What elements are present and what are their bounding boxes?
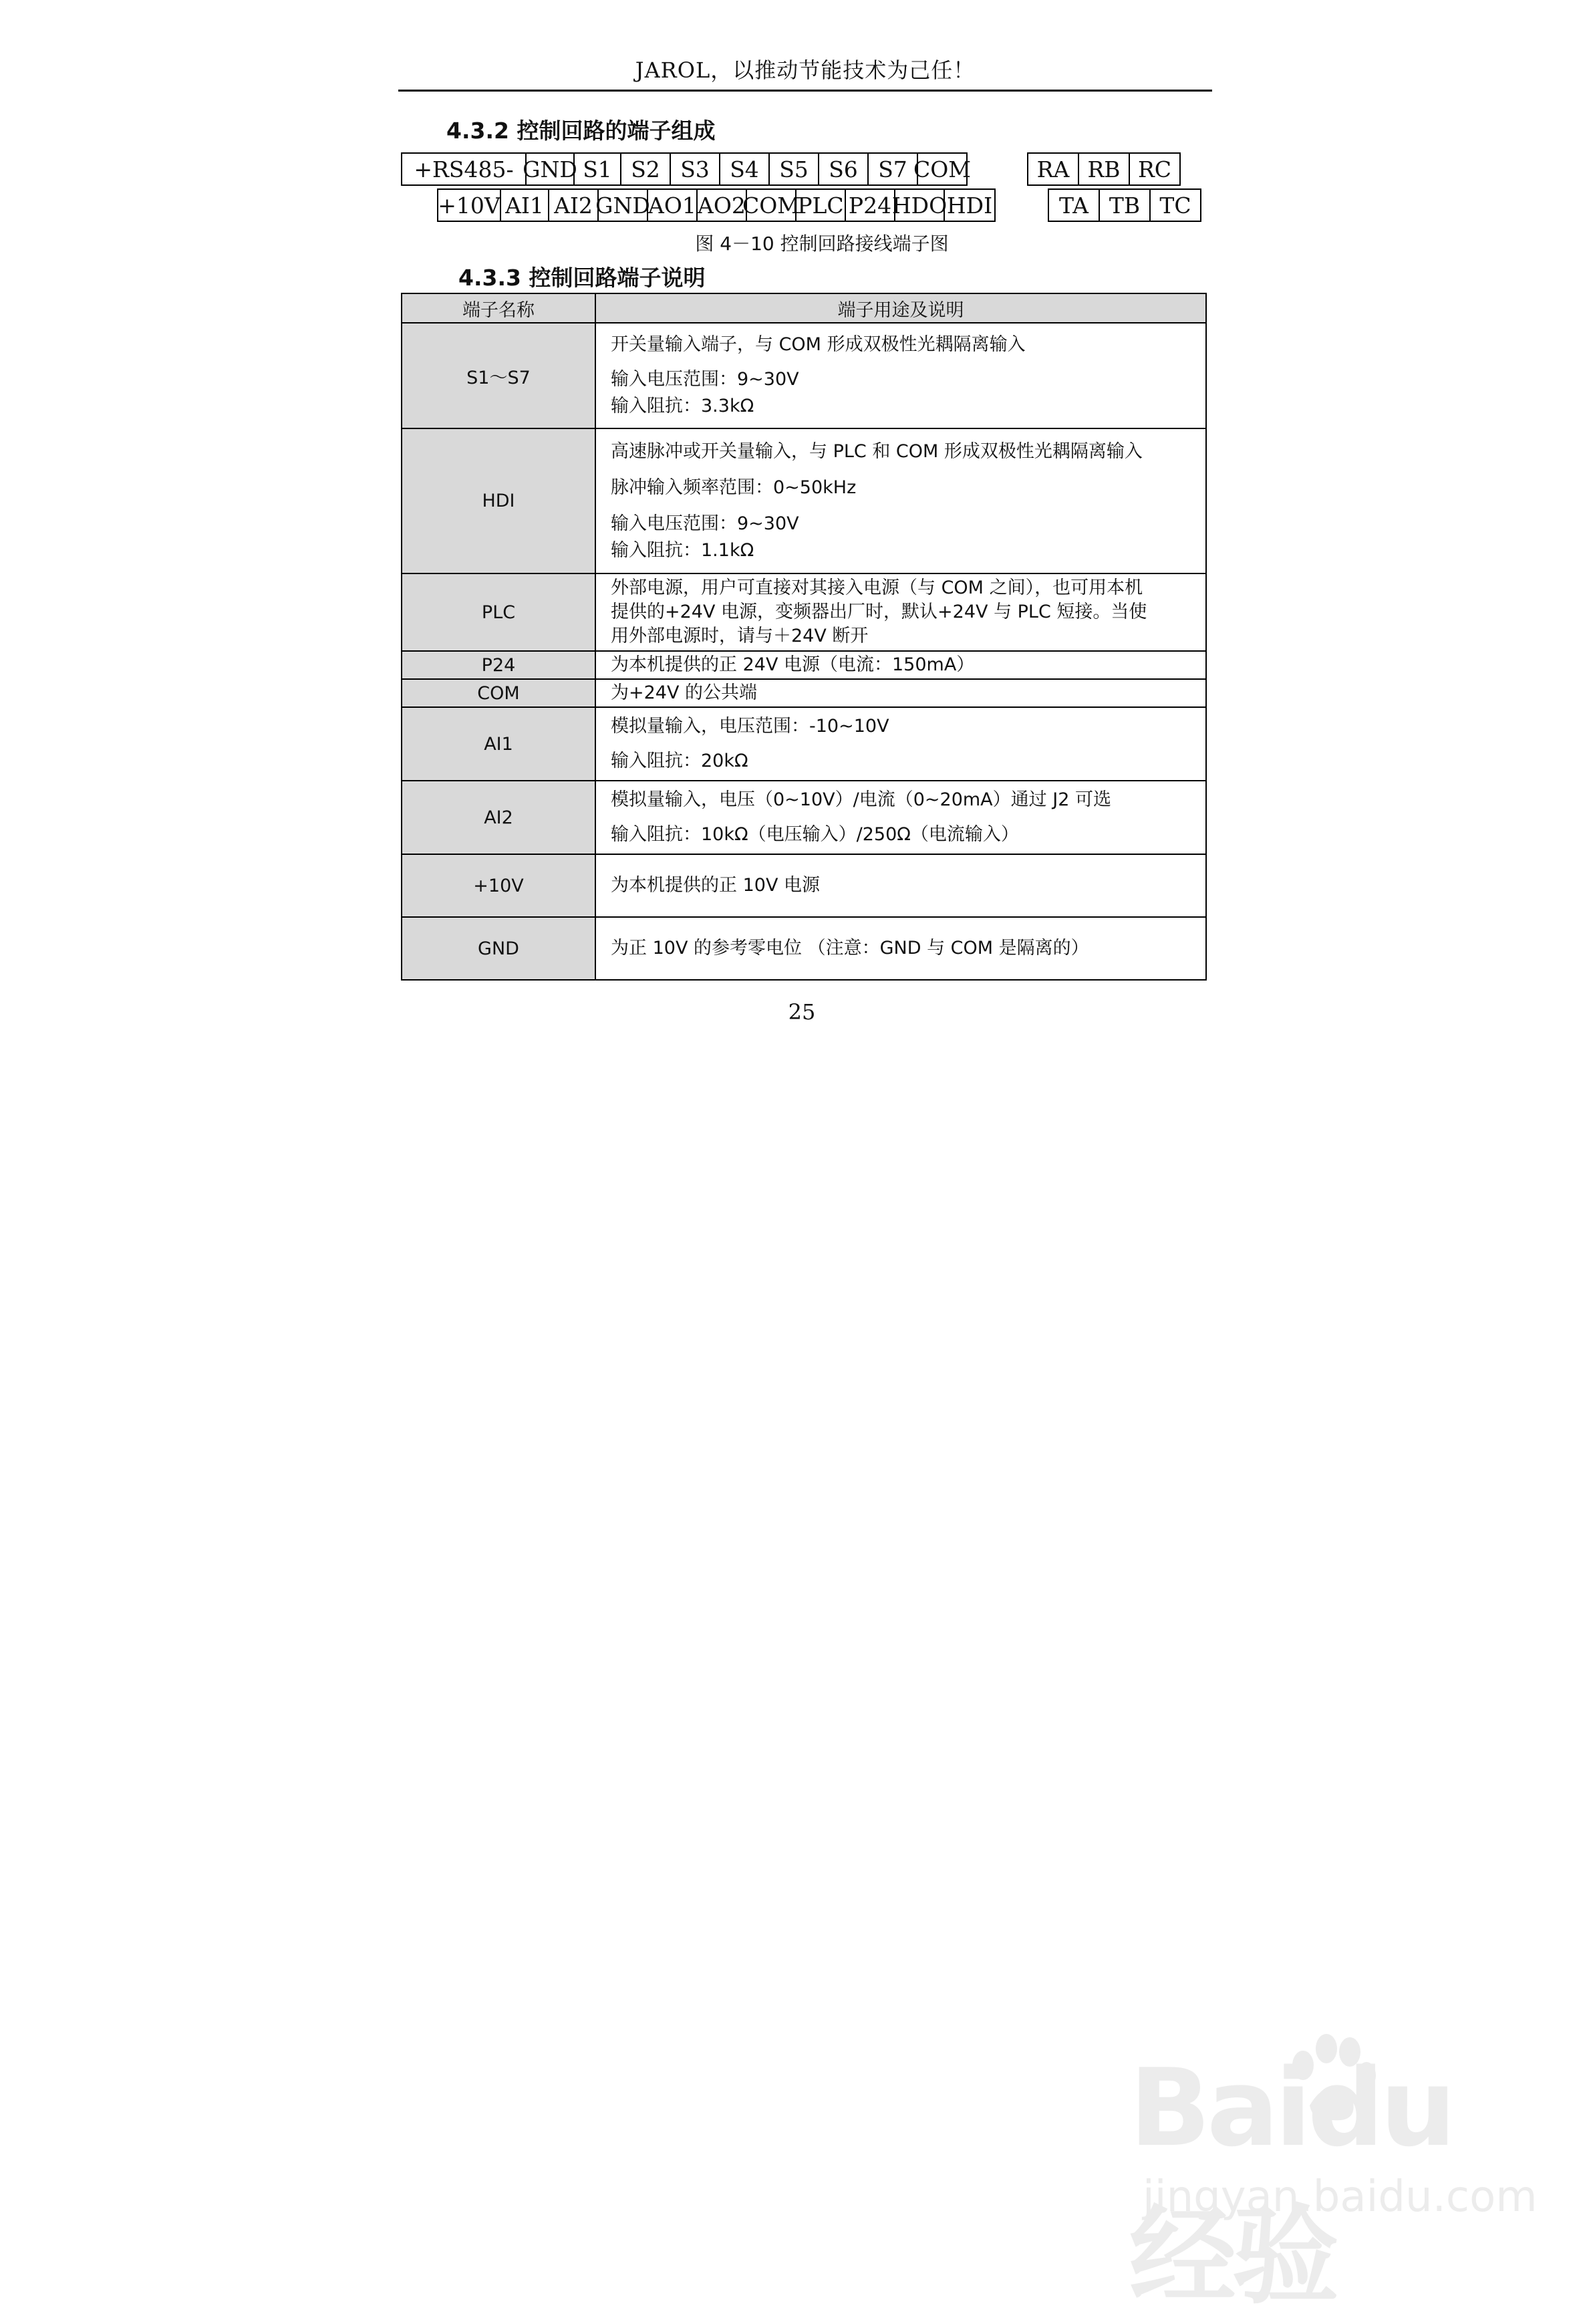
terminal-name: P24 [402, 651, 595, 679]
table-row [402, 323, 1206, 428]
description-line: 为正 10V 的参考零电位 （注意：GND 与 COM 是隔离的） [611, 938, 1089, 958]
terminal: RC [1129, 152, 1181, 186]
terminal: PLC [795, 188, 846, 222]
description-line: 高速脉冲或开关量输入，与 PLC 和 COM 形成双极性光耦隔离输入 [611, 440, 1143, 462]
terminal-description [595, 573, 1206, 651]
terminal-strip-row1 [401, 152, 972, 186]
description-line: 脉冲输入频率范围：0~50kHz [611, 477, 857, 498]
section-heading-4-3-3 [458, 261, 705, 292]
terminal: S4 [719, 152, 770, 186]
terminal: +RS485- [401, 152, 527, 186]
terminal: COM [917, 152, 968, 186]
table-row [402, 428, 1206, 573]
description-line: 为+24V 的公共端 [611, 682, 758, 703]
terminal-name: PLC [402, 573, 595, 651]
terminal: AO1 [647, 188, 698, 222]
table-row [402, 854, 1206, 917]
table-header-row [402, 293, 1206, 323]
terminal: AI1 [500, 188, 549, 222]
description-line: 输入阻抗：20kΩ [611, 751, 748, 771]
terminal-name: AI1 [402, 707, 595, 781]
terminal-name: GND [402, 917, 595, 980]
table-row [402, 707, 1206, 781]
section-number: 4.3.2 [446, 118, 509, 144]
description-line: 输入电压范围：9~30V [611, 513, 799, 534]
table-row [402, 573, 1206, 651]
table-row [402, 781, 1206, 854]
terminal: P24 [845, 188, 895, 222]
description-line: 提供的+24V 电源，变频器出厂时，默认+24V 与 PLC 短接。当使 [611, 602, 1147, 622]
terminal: S5 [768, 152, 819, 186]
terminal-description [595, 428, 1206, 573]
terminal: +10V [437, 188, 501, 222]
terminal: S6 [818, 152, 869, 186]
terminal: TB [1099, 188, 1151, 222]
terminal: S3 [670, 152, 720, 186]
description-line: 输入阻抗：10kΩ（电压输入）/250Ω（电流输入） [611, 824, 1019, 845]
description-line: 外部电源，用户可直接对其接入电源（与 COM 之间），也可用本机 [611, 577, 1143, 598]
header-rule [398, 90, 1212, 92]
terminal: AI2 [548, 188, 599, 222]
section-title: 控制回路的端子组成 [517, 118, 716, 144]
page-number: 25 [788, 999, 816, 1025]
table-row [402, 651, 1206, 679]
terminal: HDI [944, 188, 996, 222]
description-line: 模拟量输入，电压范围：-10~10V [611, 716, 889, 737]
terminal-description [595, 651, 1206, 679]
terminal-name: HDI [402, 428, 595, 573]
terminal-description [595, 917, 1206, 980]
terminal-name: AI2 [402, 781, 595, 854]
terminal: TC [1149, 188, 1201, 222]
terminal-strip-row2 [437, 188, 996, 222]
terminal-description [595, 323, 1206, 428]
terminal-spec-table [401, 293, 1207, 981]
relay-strip-row1 [1027, 152, 1181, 186]
watermark-logo-text: Baidu经验 [1129, 2045, 1453, 2319]
terminal: RB [1078, 152, 1130, 186]
description-line: 为本机提供的正 10V 电源 [611, 875, 820, 896]
terminal-name: +10V [402, 854, 595, 917]
terminal: COM [746, 188, 797, 222]
terminal-description [595, 679, 1206, 707]
terminal-description [595, 781, 1206, 854]
terminal: S7 [867, 152, 918, 186]
description-line: 开关量输入端子，与 COM 形成双极性光耦隔离输入 [611, 334, 1026, 355]
column-header-description: 端子用途及说明 [595, 293, 1206, 323]
terminal: S1 [573, 152, 621, 186]
baidu-watermark [1129, 2045, 1538, 2319]
terminal: S2 [620, 152, 671, 186]
description-line: 输入电压范围：9~30V [611, 369, 799, 390]
section-heading-4-3-2 [446, 114, 715, 145]
terminal: RA [1027, 152, 1079, 186]
terminal: GND [525, 152, 575, 186]
page-header: JAROL，以推动节能技术为己任！ [635, 57, 976, 83]
figure-caption: 图 4－10 控制回路接线端子图 [695, 233, 949, 255]
terminal: AO2 [696, 188, 747, 222]
terminal: TA [1048, 188, 1100, 222]
description-line: 用外部电源时，请与＋24V 断开 [611, 626, 869, 646]
column-header-name: 端子名称 [402, 293, 595, 323]
terminal-description [595, 707, 1206, 781]
terminal-name: COM [402, 679, 595, 707]
terminal: GND [597, 188, 648, 222]
watermark-url: jingyan.baidu.com [1143, 2172, 1538, 2222]
table-row [402, 917, 1206, 980]
description-line: 模拟量输入，电压（0~10V）/电流（0~20mA）通过 J2 可选 [611, 789, 1111, 810]
description-line: 输入阻抗：3.3kΩ [611, 396, 754, 416]
terminal-description [595, 854, 1206, 917]
section-title: 控制回路端子说明 [529, 265, 706, 291]
description-line: 为本机提供的正 24V 电源（电流：150mA） [611, 654, 975, 675]
section-number: 4.3.3 [458, 265, 521, 291]
relay-strip-row2 [1048, 188, 1201, 222]
terminal-name: S1～S7 [402, 323, 595, 428]
terminal: HDO [894, 188, 945, 222]
description-line: 输入阻抗：1.1kΩ [611, 539, 754, 561]
table-row [402, 679, 1206, 707]
